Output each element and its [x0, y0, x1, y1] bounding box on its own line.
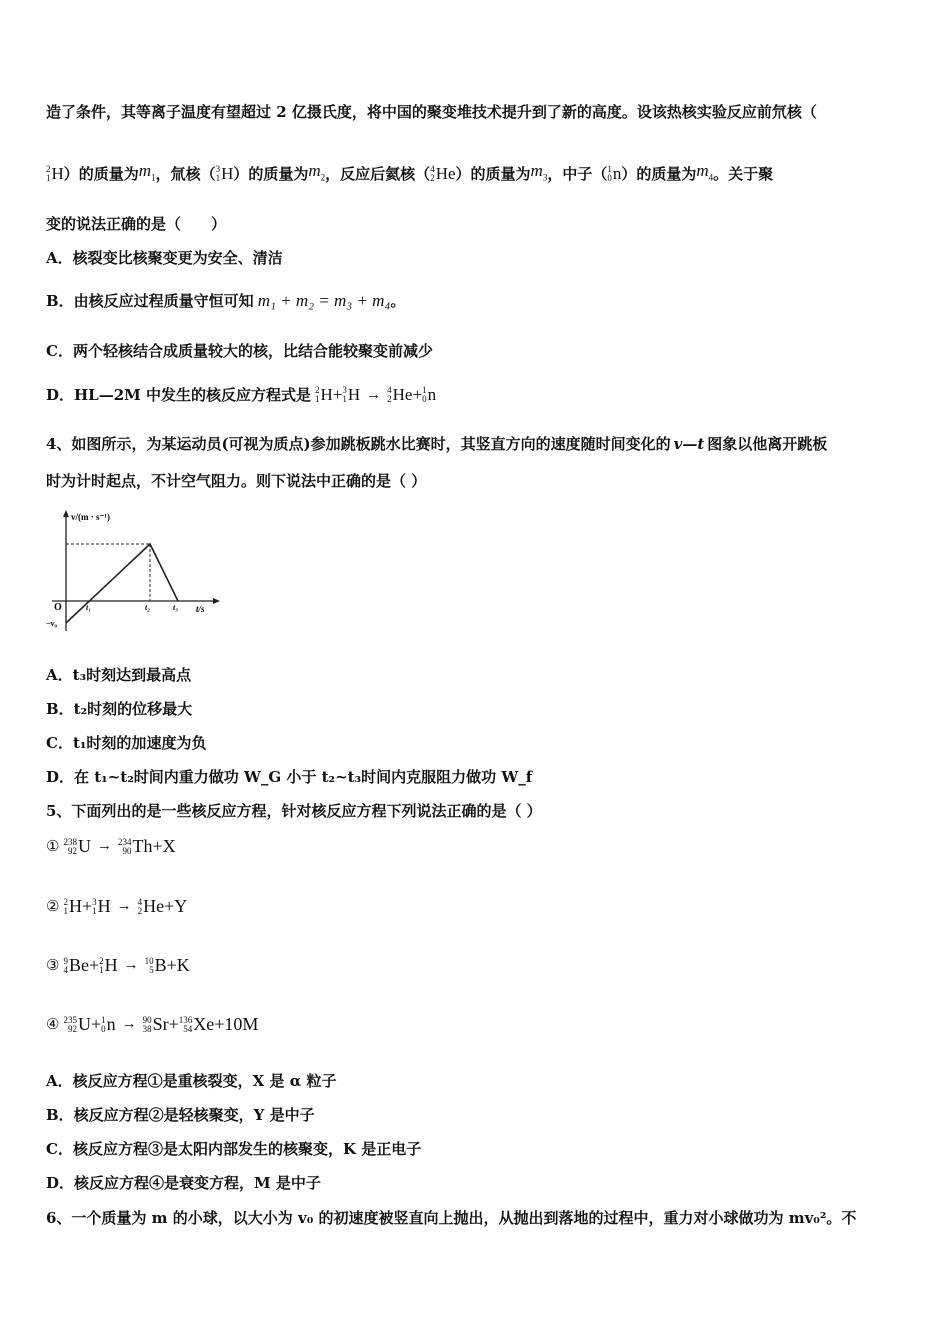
- q5-option-a: A．核反应方程①是重核裂变，X 是 α 粒子: [46, 1072, 337, 1090]
- q4-stem-b: 图象以他离开跳板: [707, 435, 828, 453]
- q3-d-reaction: 2 1 H+ 3 1 H → 4 2 He+ 1 0 n: [315, 385, 437, 404]
- chart-t1-label: t₁: [86, 603, 92, 612]
- intro-text-a: ）的质量为: [63, 165, 139, 184]
- intro-text-f: ，中子（: [547, 165, 608, 184]
- x-axis-arrow-icon: [213, 598, 220, 604]
- intro-line-1: 造了条件，其等离子温度有望超过 2 亿摄氏度，将中国的聚变堆技术提升到了新的高度。设该热核实验反应前氘核（: [46, 103, 817, 121]
- chart-t3-label: t₃: [173, 603, 179, 612]
- q3-option-d-text: D．HL—2M 中发生的核反应方程式是: [46, 386, 311, 404]
- eq4-tail: Xe+10M: [193, 1014, 259, 1034]
- chart-v0-label: −v₀: [46, 619, 57, 628]
- chart-origin: O: [54, 602, 62, 613]
- q5-equation-1: ① 238 92 U → 234 90 Th+X: [46, 836, 176, 856]
- q5-option-d: D．核反应方程④是衰变方程，M 是中子: [46, 1174, 321, 1192]
- chart-ylabel: v/(m · s⁻¹): [71, 512, 110, 522]
- eq3-tail: B+K: [154, 955, 190, 975]
- q4-stem-line-1: [46, 433, 910, 455]
- intro-text-g: ）的质量为: [621, 165, 697, 184]
- q5-option-b: B．核反应方程②是轻核聚变，Y 是中子: [46, 1106, 315, 1124]
- q4-option-b: B．t₂时刻的位移最大: [46, 700, 193, 718]
- eq4-number: ④: [46, 1017, 60, 1033]
- intro-text-c: ）的质量为: [233, 165, 309, 184]
- tritium-symbol: 3 1 H: [215, 164, 234, 184]
- q4-stem-vt: v—t: [673, 435, 705, 453]
- mass-m4: $m_4$: [696, 161, 714, 183]
- q5-equation-2: ② 2 1 H+ 3 1 H → 4 2 He+Y: [46, 896, 188, 916]
- q4-option-d: D．在 t₁~t₂时间内重力做功 W_G 小于 t₂~t₃时间内克服阻力做功 W_f: [46, 768, 533, 786]
- intro-line-2: [46, 160, 910, 188]
- chart-t2-label: t₂: [145, 603, 151, 612]
- neutron-symbol: 1 0 n: [607, 164, 622, 184]
- helium-symbol: 4 2 He: [430, 164, 456, 184]
- q3-option-b-suffix: 。: [390, 292, 406, 310]
- q4-option-c: C．t₁时刻的加速度为负: [46, 734, 207, 752]
- q6-stem: 6、一个质量为 m 的小球，以大小为 v₀ 的初速度被竖直向上抛出，从抛出到落地的过程中，重力对小球做功为 mv₀²。不: [46, 1209, 857, 1227]
- q4-option-a: A．t₃时刻达到最高点: [46, 666, 192, 684]
- vt-series-line: [66, 544, 178, 623]
- mass-m3: $m_3$: [530, 161, 548, 183]
- q3-option-a: A．核裂变比核聚变更为安全、清洁: [46, 249, 283, 267]
- mass-m2: $m_2$: [308, 161, 326, 183]
- q5-equation-4: ④ 235 92 U+ 1 0 n → 90 38 Sr+ 136 54 Xe+10M: [46, 1014, 259, 1034]
- intro-line-3: 变的说法正确的是（ ）: [46, 215, 227, 233]
- deuterium-symbol: 2 1 H: [46, 164, 64, 184]
- q3-option-d: [46, 384, 436, 406]
- intro-text-b: ，氚核（: [155, 165, 216, 184]
- q5-option-c: C．核反应方程③是太阳内部发生的核聚变，K 是正电子: [46, 1140, 422, 1158]
- eq1-tail: Th+X: [132, 836, 176, 856]
- q4-stem-line-2: 时为计时起点，不计空气阻力。则下说法中正确的是（ ）: [46, 472, 427, 490]
- q3-option-b-text: B．由核反应过程质量守恒可知: [46, 292, 254, 310]
- q3-option-b: [46, 290, 405, 312]
- chart-xlabel: t/s: [196, 604, 205, 614]
- mass-m1: $m_1$: [138, 161, 156, 183]
- q3-option-c: C．两个轻核结合成质量较大的核，比结合能较聚变前减少: [46, 342, 433, 360]
- vt-chart: [44, 506, 224, 636]
- q4-stem-a: 4、如图所示，为某运动员(可视为质点)参加跳板跳水比赛时，其竖直方向的速度随时间变化的: [46, 435, 671, 453]
- intro-text-d: ，反应后氦核（: [325, 165, 431, 184]
- eq2-number: ②: [46, 899, 60, 915]
- eq1-number: ①: [46, 839, 60, 855]
- eq2-tail: He+Y: [143, 896, 188, 916]
- q5-stem: 5、下面列出的是一些核反应方程，针对核反应方程下列说法正确的是（ ）: [46, 802, 542, 820]
- intro-text-h: 。关于聚: [713, 165, 774, 184]
- q3-option-b-equation: m₁ + m₂ = m₃ + m₄: [257, 291, 391, 310]
- eq3-number: ③: [46, 958, 60, 974]
- q5-equation-3: ③ 9 4 Be+ 2 1 H → 10 5 B+K: [46, 955, 190, 975]
- y-axis-arrow-icon: [63, 510, 69, 517]
- intro-text-e: ）的质量为: [455, 165, 531, 184]
